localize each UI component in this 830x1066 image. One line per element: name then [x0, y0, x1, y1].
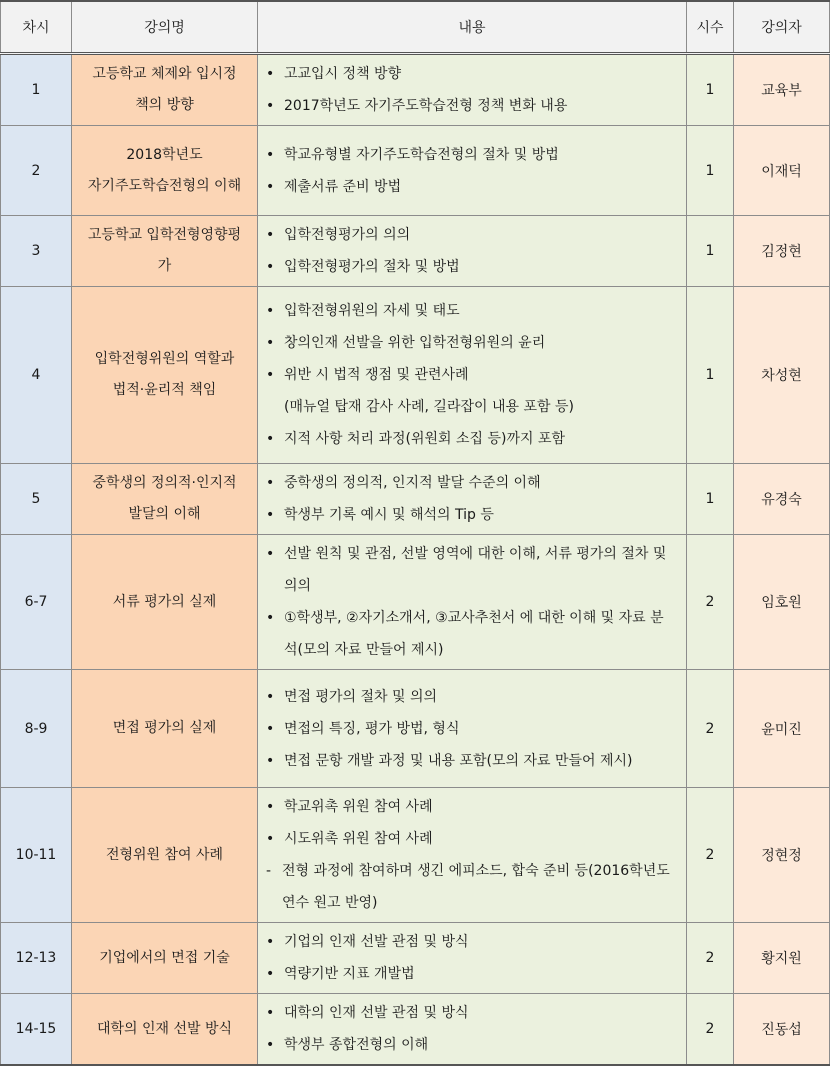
- lecturer-cell: 차성현: [734, 287, 830, 464]
- table-row: [1, 287, 830, 464]
- content-text: 학생부 기록 예시 및 해석의 Tip 등: [284, 507, 494, 523]
- lecture-title-cell: [72, 670, 258, 788]
- content-cell: [258, 535, 687, 670]
- table-row: [1, 788, 830, 923]
- session-cell: 10-11: [1, 788, 72, 923]
- session-cell: 3: [1, 216, 72, 287]
- bullet-marker: •: [266, 335, 275, 351]
- content-text: 학교위촉 위원 참여 사례: [284, 799, 433, 815]
- content-cell: [258, 788, 687, 923]
- table-row: [1, 923, 830, 994]
- content-item: [266, 295, 676, 327]
- bullet-marker: •: [266, 475, 275, 491]
- hours-cell: 1: [687, 216, 734, 287]
- content-text: 대학의 인재 선발 관점 및 방식: [284, 1005, 469, 1021]
- bullet-marker: •: [266, 688, 275, 705]
- lecture-title-line: 서류 평가의 실제: [112, 593, 217, 610]
- lecturer-cell: 유경숙: [734, 464, 830, 535]
- table-row: [1, 126, 830, 216]
- lecture-title-cell: [72, 54, 258, 126]
- content-text: 지적 사항 처리 과정(위원회 소집 등)까지 포함: [284, 431, 566, 447]
- lecture-title-cell: [72, 788, 258, 923]
- content-item: [266, 1029, 676, 1061]
- content-text: 기업의 인재 선발 관점 및 방식: [284, 934, 469, 950]
- bullet-marker: •: [266, 259, 275, 275]
- bullet-marker: •: [266, 146, 275, 163]
- content-text: 입학전형위원의 자세 및 태도: [284, 303, 460, 319]
- table-row: [1, 994, 830, 1066]
- lecture-title-line: 면접 평가의 실제: [112, 720, 217, 736]
- lecturer-cell: 정현정: [734, 788, 830, 923]
- content-item: [266, 791, 676, 823]
- lecture-title-line: 자기주도학습전형의 이해: [87, 177, 242, 194]
- session-cell: 1: [1, 54, 72, 126]
- hours-cell: 2: [687, 670, 734, 788]
- content-cell: [258, 994, 687, 1066]
- content-item: [266, 997, 676, 1029]
- lecture-title-cell: [72, 126, 258, 216]
- content-text: 2017학년도 자기주도학습전형 정책 변화 내용: [284, 98, 568, 114]
- header-lecturer: 강의자: [734, 1, 830, 54]
- content-item: [266, 251, 676, 283]
- content-text: ①학생부, ②자기소개서, ③교사추천서 에 대한 이해 및 자료 분석(모의 자료 만들어 제시): [284, 610, 664, 658]
- lecture-title-cell: [72, 923, 258, 994]
- lecture-title-cell: [72, 535, 258, 670]
- bullet-marker: •: [266, 831, 275, 847]
- lecture-title-cell: [72, 287, 258, 464]
- content-cell: [258, 126, 687, 216]
- table-body: [1, 54, 830, 1066]
- bullet-marker: •: [266, 610, 275, 626]
- content-text: 위반 시 법적 쟁점 및 관련사례: [284, 367, 469, 383]
- lecture-title-line: 책의 방향: [135, 97, 194, 113]
- header-content: 내용: [258, 1, 687, 54]
- content-text: 입학전형평가의 의의: [284, 227, 411, 243]
- lecture-title-line: 기업에서의 면접 기술: [99, 949, 230, 966]
- content-item: [266, 926, 676, 958]
- lecture-title-line: 입학전형위원의 역할과: [94, 351, 235, 367]
- content-item: [266, 423, 676, 455]
- bullet-marker: •: [266, 431, 275, 447]
- bullet-marker: •: [266, 546, 275, 562]
- content-item: [266, 823, 676, 855]
- content-item: [266, 713, 676, 745]
- session-cell: 8-9: [1, 670, 72, 788]
- bullet-marker: •: [266, 507, 275, 523]
- content-text: 면접의 특징, 평가 방법, 형식: [284, 720, 460, 737]
- dash-marker: -: [266, 863, 272, 879]
- hours-cell: 2: [687, 994, 734, 1066]
- content-item: [266, 467, 676, 499]
- content-item: [266, 58, 676, 90]
- content-item: [266, 958, 676, 990]
- content-text: 고교입시 정책 방향: [284, 66, 402, 82]
- content-cell: [258, 670, 687, 788]
- content-item: [266, 745, 676, 777]
- session-cell: 14-15: [1, 994, 72, 1066]
- content-cell: [258, 923, 687, 994]
- bullet-marker: •: [266, 752, 275, 769]
- content-text: 중학생의 정의적, 인지적 발달 수준의 이해: [284, 475, 541, 491]
- content-text: 선발 원칙 및 관점, 선발 영역에 대한 이해, 서류 평가의 절차 및 의의: [284, 546, 667, 594]
- bullet-marker: •: [266, 367, 275, 383]
- content-item: [266, 538, 676, 602]
- lecture-title-cell: [72, 216, 258, 287]
- hours-cell: 1: [687, 464, 734, 535]
- content-text: 입학전형평가의 절차 및 방법: [284, 259, 460, 275]
- content-text: 역량기반 지표 개발법: [284, 966, 415, 982]
- hours-cell: 2: [687, 535, 734, 670]
- header-title: 강의명: [72, 1, 258, 54]
- session-cell: 12-13: [1, 923, 72, 994]
- session-cell: 4: [1, 287, 72, 464]
- hours-cell: 1: [687, 54, 734, 126]
- lecturer-cell: 김정현: [734, 216, 830, 287]
- header-hours: 시수: [687, 1, 734, 54]
- content-item: [266, 171, 676, 203]
- bullet-marker: •: [266, 966, 275, 982]
- content-text: 제출서류 준비 방법: [284, 178, 402, 195]
- table-row: [1, 216, 830, 287]
- lecture-title-cell: [72, 994, 258, 1066]
- header-row: [1, 1, 830, 54]
- content-item: [266, 602, 676, 666]
- lecturer-cell: 윤미진: [734, 670, 830, 788]
- session-cell: 2: [1, 126, 72, 216]
- hours-cell: 1: [687, 126, 734, 216]
- bullet-marker: •: [266, 66, 275, 82]
- bullet-marker: •: [266, 720, 275, 737]
- bullet-marker: •: [266, 934, 275, 950]
- bullet-marker: •: [266, 303, 275, 319]
- lecture-title-line: 전형위원 참여 사례: [105, 846, 224, 863]
- lecture-title-line: 고등학교 체제와 입시정: [92, 66, 237, 82]
- table-row: [1, 670, 830, 788]
- session-cell: 5: [1, 464, 72, 535]
- lecturer-cell: 교육부: [734, 54, 830, 126]
- table-row: [1, 54, 830, 126]
- content-item: [266, 327, 676, 359]
- bullet-marker: •: [266, 799, 275, 815]
- content-text: (매뉴얼 탑재 감사 사례, 길라잡이 내용 포함 등): [284, 399, 574, 415]
- header-session: 차시: [1, 1, 72, 54]
- content-text: 학교유형별 자기주도학습전형의 절차 및 방법: [284, 146, 559, 163]
- bullet-marker: •: [266, 178, 275, 195]
- content-item: [266, 139, 676, 171]
- content-item: [266, 499, 676, 531]
- hours-cell: 2: [687, 923, 734, 994]
- session-cell: 6-7: [1, 535, 72, 670]
- content-cell: [258, 287, 687, 464]
- lecturer-cell: 진동섭: [734, 994, 830, 1066]
- hours-cell: 1: [687, 287, 734, 464]
- lecture-title-cell: [72, 464, 258, 535]
- table-row: [1, 464, 830, 535]
- content-cell: [258, 464, 687, 535]
- content-text: 시도위촉 위원 참여 사례: [284, 831, 433, 847]
- lecturer-cell: 황지원: [734, 923, 830, 994]
- lecture-title-line: 고등학교 입학전형영향평: [87, 227, 242, 243]
- table-row: [1, 535, 830, 670]
- lecturer-cell: 임호원: [734, 535, 830, 670]
- bullet-marker: [266, 391, 284, 423]
- content-text: 학생부 종합전형의 이해: [284, 1037, 429, 1053]
- hours-cell: 2: [687, 788, 734, 923]
- content-cell: [258, 216, 687, 287]
- content-text: 전형 과정에 참여하며 생긴 에피소드, 합숙 준비 등(2016학년도 연수 원고 반영): [282, 863, 670, 911]
- content-item: [266, 681, 676, 713]
- content-item: [266, 219, 676, 251]
- content-item: [266, 90, 676, 122]
- bullet-marker: •: [266, 1005, 275, 1021]
- content-text: 창의인재 선발을 위한 입학전형위원의 윤리: [284, 335, 546, 351]
- content-item: [266, 855, 676, 919]
- bullet-marker: •: [266, 98, 275, 114]
- lecture-title-line: 가: [157, 258, 172, 274]
- lecture-title-line: 대학의 인재 선발 방식: [96, 1020, 233, 1037]
- content-cell: [258, 54, 687, 126]
- lecture-title-line: 법적·윤리적 책임: [112, 382, 217, 398]
- lecture-title-line: 발달의 이해: [128, 506, 201, 522]
- lecture-title-line: 중학생의 정의적·인지적: [92, 475, 237, 491]
- content-text: 면접 평가의 절차 및 의의: [284, 688, 438, 705]
- content-item: [266, 391, 676, 423]
- bullet-marker: •: [266, 1037, 275, 1053]
- content-text: 면접 문항 개발 과정 및 내용 포함(모의 자료 만들어 제시): [284, 752, 633, 769]
- bullet-marker: •: [266, 227, 275, 243]
- lecture-title-line: 2018학년도: [126, 146, 203, 163]
- lecturer-cell: 이재덕: [734, 126, 830, 216]
- content-item: [266, 359, 676, 391]
